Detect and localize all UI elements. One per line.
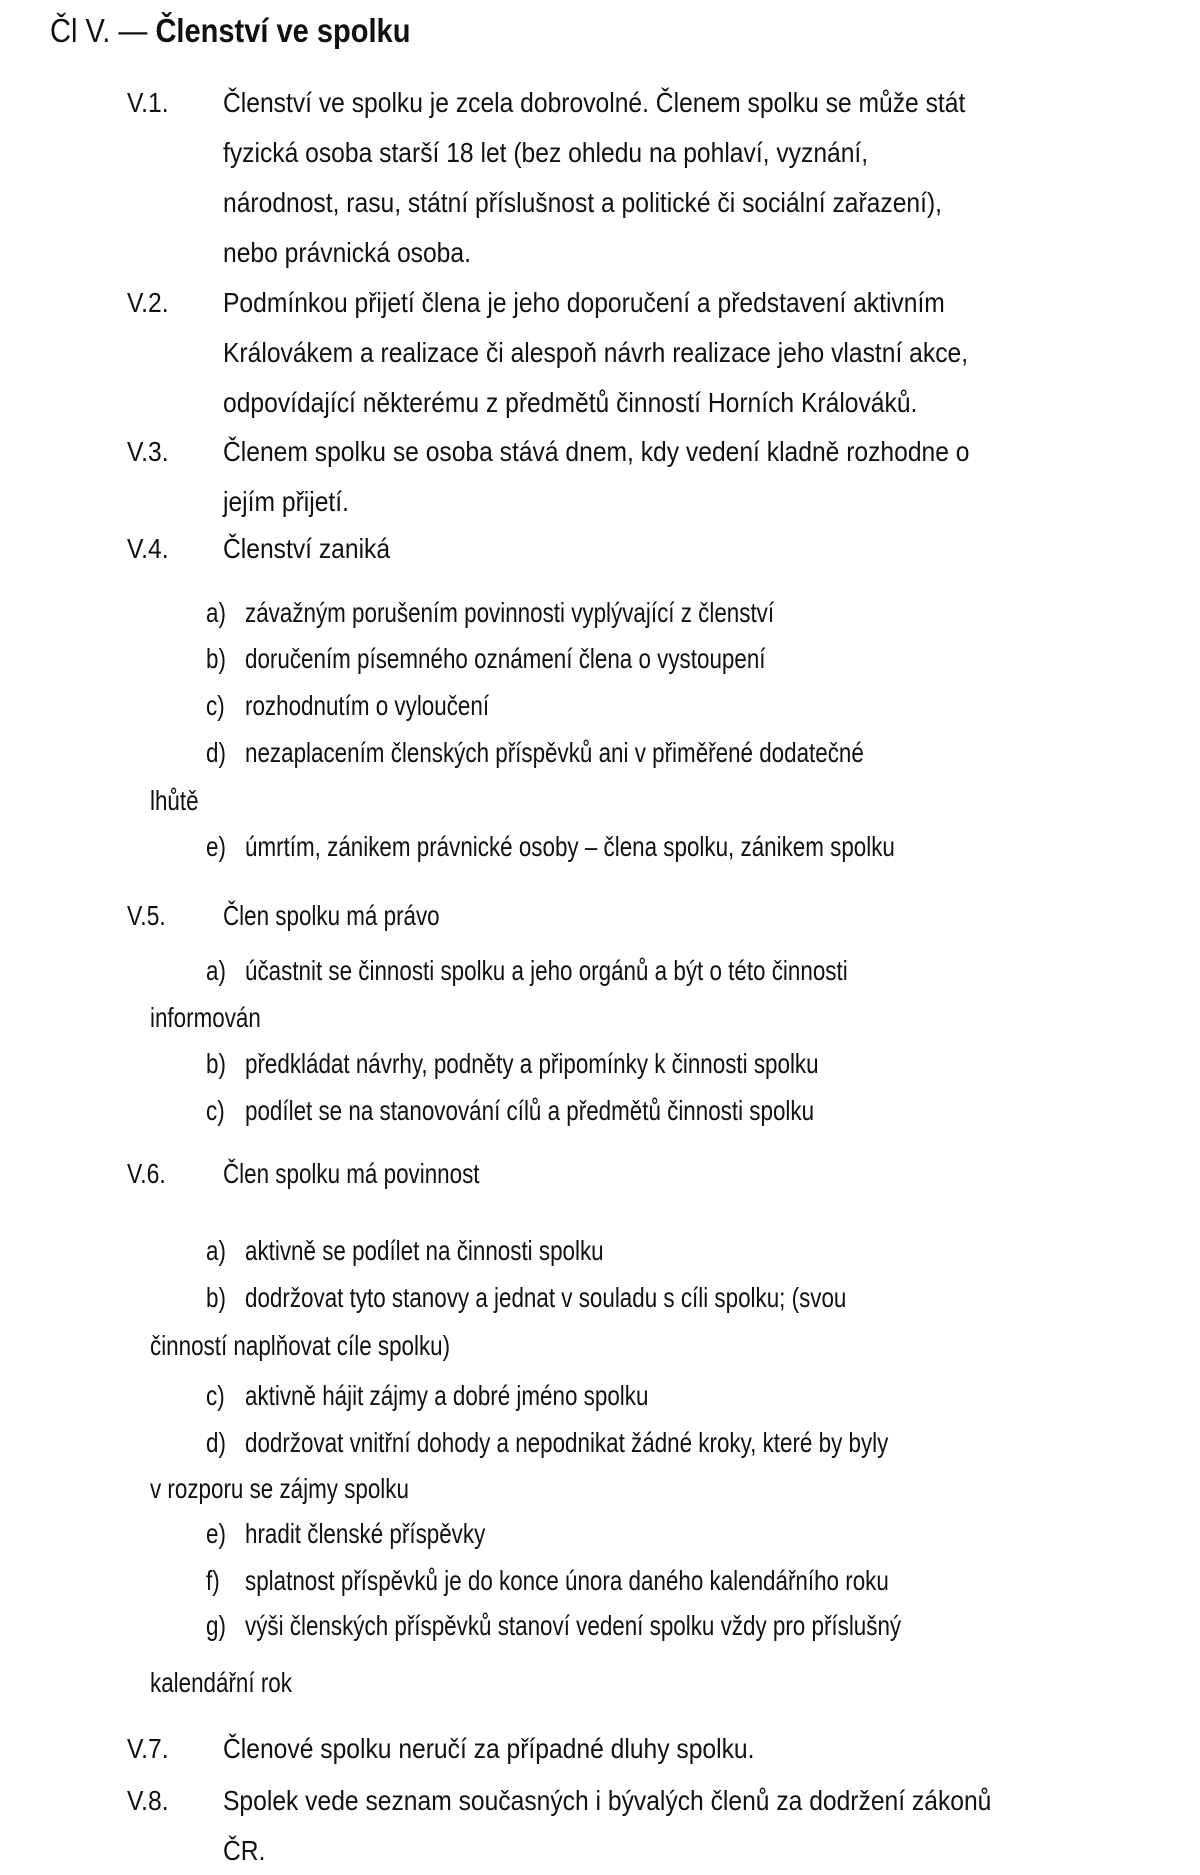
- list-item-continuation: činností naplňovat cíle spolku): [150, 1330, 451, 1361]
- list-item-text: úmrtím, zánikem právnické osoby – člena spolku, zánikem spolku: [245, 831, 895, 862]
- list-item-marker: a): [206, 1235, 226, 1266]
- list-item-text: předkládat návrhy, podněty a připomínky k činnosti spolku: [245, 1048, 819, 1079]
- list-item-marker: c): [206, 1095, 225, 1126]
- list-item-marker: c): [206, 690, 225, 721]
- list-item-marker: b): [206, 643, 226, 674]
- list-item-marker: b): [206, 1282, 226, 1313]
- section-text-line: Členem spolku se osoba stává dnem, kdy vedení kladně rozhodne o: [223, 436, 970, 467]
- list-item-marker: d): [206, 737, 226, 768]
- article-title: Členství ve spolku: [155, 12, 411, 49]
- list-item-marker: e): [206, 831, 226, 862]
- list-item-marker: b): [206, 1048, 226, 1079]
- list-item-text: účastnit se činnosti spolku a jeho orgánů a být o této činnosti: [245, 955, 848, 986]
- list-item-continuation: lhůtě: [150, 785, 199, 816]
- list-item-text: hradit členské příspěvky: [245, 1518, 486, 1549]
- list-item-continuation: kalendářní rok: [150, 1667, 292, 1698]
- list-item-marker: e): [206, 1518, 226, 1549]
- section-label: V.2.: [127, 287, 169, 318]
- list-item-text: doručením písemného oznámení člena o vystoupení: [245, 643, 766, 674]
- article-number: Čl V. —: [50, 12, 156, 49]
- section-text-line: Člen spolku má právo: [223, 900, 440, 931]
- section-text-line: fyzická osoba starší 18 let (bez ohledu na pohlaví, vyznání,: [223, 137, 869, 168]
- list-item-text: dodržovat vnitřní dohody a nepodnikat žádné kroky, které by byly: [245, 1427, 889, 1458]
- section-text-line: ČR.: [223, 1835, 266, 1866]
- section-text-line: Člen spolku má povinnost: [223, 1158, 480, 1189]
- list-item-continuation: informován: [150, 1002, 261, 1033]
- list-item-marker: a): [206, 597, 226, 628]
- section-label: V.3.: [127, 436, 169, 467]
- section-label: V.7.: [127, 1733, 169, 1764]
- section-text-line: Členové spolku neručí za případné dluhy spolku.: [223, 1733, 755, 1764]
- section-text-line: Královákem a realizace či alespoň návrh realizace jeho vlastní akce,: [223, 337, 969, 368]
- section-label: V.4.: [127, 533, 169, 564]
- list-item-text: rozhodnutím o vyloučení: [245, 690, 490, 721]
- section-text-line: jejím přijetí.: [223, 486, 349, 517]
- list-item-marker: g): [206, 1610, 226, 1641]
- section-text-line: Členství zaniká: [223, 533, 391, 564]
- list-item-marker: a): [206, 955, 226, 986]
- article-heading: [50, 14, 410, 47]
- list-item-text: dodržovat tyto stanovy a jednat v souladu s cíli spolku; (svou: [245, 1282, 847, 1313]
- list-item-marker: d): [206, 1427, 226, 1458]
- list-item-text: podílet se na stanovování cílů a předmětů činnosti spolku: [245, 1095, 815, 1126]
- list-item-text: splatnost příspěvků je do konce února daného kalendářního roku: [245, 1565, 889, 1596]
- section-text-line: nebo právnická osoba.: [223, 237, 471, 268]
- list-item-text: aktivně hájit zájmy a dobré jméno spolku: [245, 1380, 649, 1411]
- list-item-text: aktivně se podílet na činnosti spolku: [245, 1235, 604, 1266]
- section-text-line: Členství ve spolku je zcela dobrovolné. Členem spolku se může stát: [223, 87, 966, 118]
- section-label: V.8.: [127, 1785, 169, 1816]
- section-text-line: národnost, rasu, státní příslušnost a politické či sociální zařazení),: [223, 187, 943, 218]
- list-item-text: nezaplacením členských příspěvků ani v přiměřené dodatečné: [245, 737, 864, 768]
- list-item-text: výši členských příspěvků stanoví vedení spolku vždy pro příslušný: [245, 1610, 902, 1641]
- list-item-marker: f): [206, 1565, 220, 1596]
- section-label: V.5.: [127, 900, 166, 931]
- section-text-line: odpovídající některému z předmětů činností Horních Králováků.: [223, 387, 918, 418]
- section-label: V.6.: [127, 1158, 166, 1189]
- section-label: V.1.: [127, 87, 169, 118]
- section-text-line: Spolek vede seznam současných i bývalých členů za dodržení zákonů: [223, 1785, 992, 1816]
- list-item-marker: c): [206, 1380, 225, 1411]
- list-item-text: závažným porušením povinnosti vyplývající z členství: [245, 597, 775, 628]
- list-item-continuation: v rozporu se zájmy spolku: [150, 1473, 409, 1504]
- section-text-line: Podmínkou přijetí člena je jeho doporučení a představení aktivním: [223, 287, 945, 318]
